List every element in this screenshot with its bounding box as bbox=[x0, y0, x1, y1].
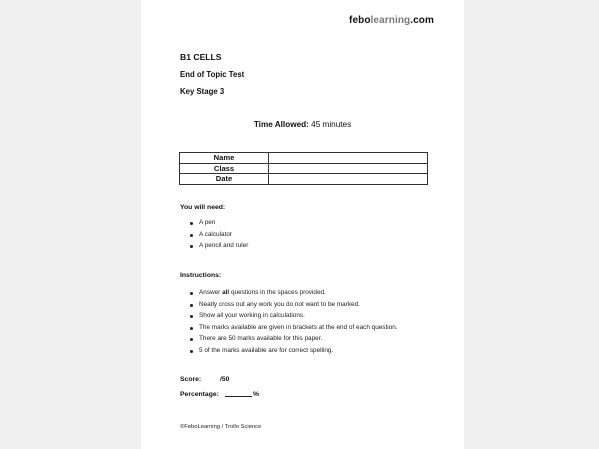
document-subtitle-stage: Key Stage 3 bbox=[180, 87, 225, 96]
list-item: There are 50 marks available for this paper. bbox=[189, 335, 398, 347]
list-item: A calculator bbox=[189, 231, 248, 243]
table-row bbox=[180, 153, 428, 164]
time-allowed bbox=[141, 120, 464, 129]
brand-part-2: learning bbox=[370, 15, 411, 26]
document-title: B1 CELLS bbox=[180, 52, 222, 62]
instruction-text-start: Answer bbox=[199, 289, 223, 296]
student-info-table bbox=[179, 152, 428, 185]
score-total: /50 bbox=[220, 376, 230, 383]
percentage-blank[interactable] bbox=[225, 396, 252, 397]
you-will-need-list bbox=[189, 219, 248, 254]
percentage-sign: % bbox=[253, 391, 260, 398]
list-item: A pen bbox=[189, 219, 248, 231]
instructions-list bbox=[189, 289, 398, 359]
brand-logo bbox=[349, 15, 434, 26]
name-field[interactable] bbox=[269, 153, 428, 164]
list-item: The marks available are given in brackets at the end of each question. bbox=[189, 324, 398, 336]
instructions-heading: Instructions: bbox=[180, 272, 222, 279]
time-allowed-label: Time Allowed: bbox=[253, 120, 309, 129]
footer-copyright: ©FeboLearning / Trollo Science bbox=[180, 424, 262, 430]
list-item: Show all your working in calculations. bbox=[189, 312, 398, 324]
document-page bbox=[141, 0, 464, 449]
you-will-need-heading: You will need: bbox=[180, 204, 226, 211]
instruction-text-end: questions in the spaces provided. bbox=[229, 289, 326, 296]
score-label: Score: bbox=[180, 376, 202, 383]
list-item: A pencil and ruler bbox=[189, 242, 248, 254]
document-subtitle-test: End of Topic Test bbox=[180, 70, 245, 79]
date-label: Date bbox=[180, 174, 269, 185]
class-field[interactable] bbox=[269, 163, 428, 174]
date-field[interactable] bbox=[269, 174, 428, 185]
time-allowed-value: 45 minutes bbox=[308, 120, 352, 129]
list-item: 5 of the marks available are for correct spelling. bbox=[189, 347, 398, 359]
brand-part-3: .com bbox=[410, 15, 434, 26]
percentage-label: Percentage: bbox=[180, 391, 219, 398]
list-item: Neatly cross out any work you do not want to be marked. bbox=[189, 301, 398, 313]
class-label: Class bbox=[180, 163, 269, 174]
table-row bbox=[180, 174, 428, 185]
list-item bbox=[189, 289, 398, 301]
instruction-text-bold: all bbox=[222, 289, 230, 296]
brand-part-1: febo bbox=[349, 15, 371, 26]
name-label: Name bbox=[180, 153, 269, 164]
table-row bbox=[180, 163, 428, 174]
